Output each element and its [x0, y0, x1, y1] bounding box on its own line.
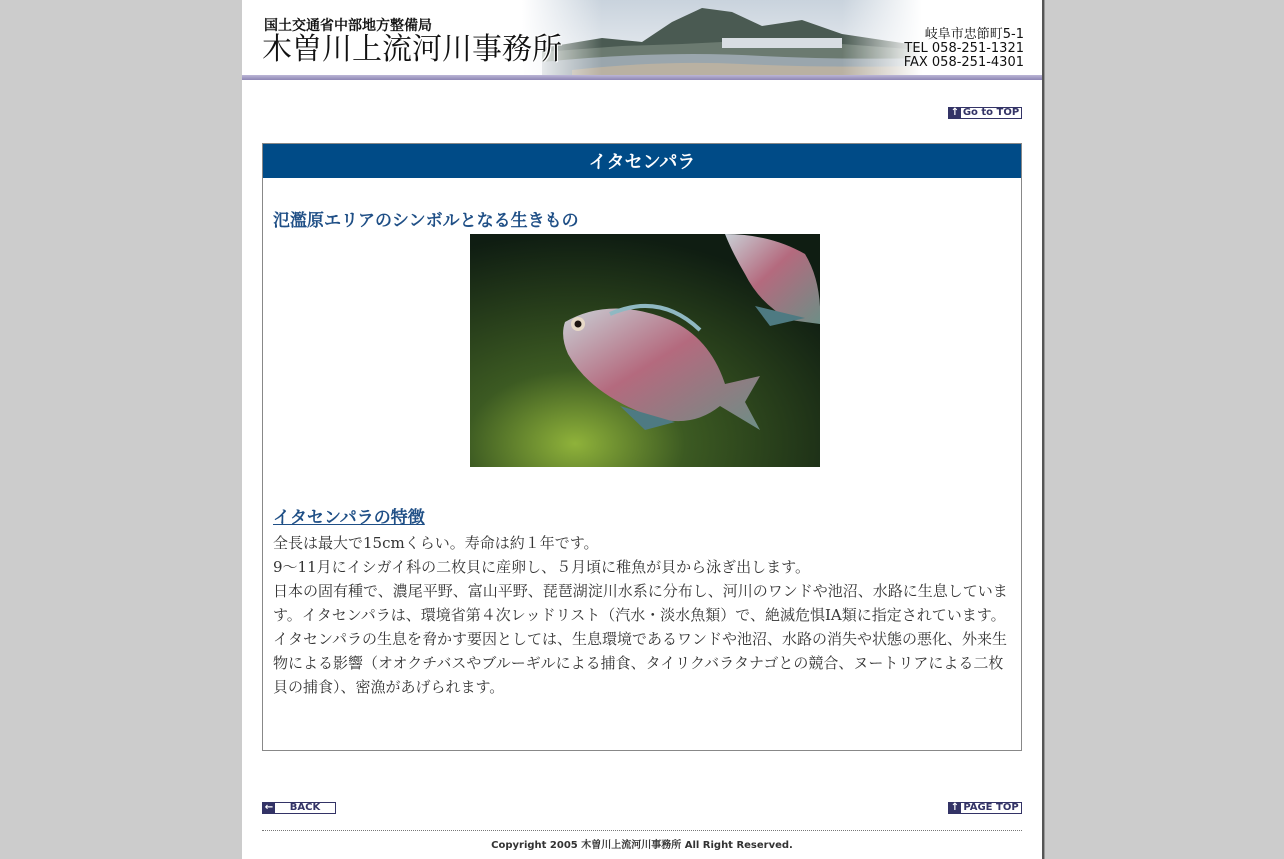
copyright-text: Copyright 2005 木曽川上流河川事務所 All Right Reserved.	[491, 840, 793, 851]
goto-top-button[interactable]	[948, 107, 1022, 119]
paragraph: 日本の固有種で、濃尾平野、富山平野、琵琶湖淀川水系に分布し、河川のワンドや池沼、水路に生息しています。イタセンパラは、環境省第４次レッドリスト（汽水・淡水魚類）で、絶滅危惧IA類に指定されています。	[273, 582, 1008, 624]
header-banner	[242, 0, 1042, 75]
itasenpara-fish-image	[470, 234, 820, 467]
page-container	[242, 0, 1042, 859]
fish-photo	[470, 234, 820, 467]
content-panel	[262, 143, 1022, 751]
paragraph: 全長は最大で15cmくらい。寿命は約１年です。	[273, 534, 599, 552]
contact-info	[904, 28, 1024, 70]
fax-text: FAX 058-251-4301	[903, 55, 1024, 70]
page-title: イタセンパラ	[263, 144, 1021, 178]
up-arrow-icon: ↑	[950, 802, 960, 813]
ministry-name: 国土交通省中部地方整備局	[264, 18, 432, 34]
description-text	[273, 531, 1011, 699]
page-top-label: PAGE TOP	[963, 802, 1019, 813]
footer-divider	[262, 830, 1022, 831]
address-text: 岐阜市忠節町5-1	[924, 27, 1024, 42]
office-name: 木曽川上流河川事務所	[262, 32, 562, 67]
up-arrow-icon: ↑	[950, 107, 960, 118]
goto-top-label: Go to TOP	[962, 107, 1020, 118]
left-arrow-icon: ←	[264, 802, 274, 813]
tel-text: TEL 058-251-1321	[904, 41, 1024, 56]
section-heading: 氾濫原エリアのシンボルとなる生きもの	[273, 211, 579, 231]
back-label: BACK	[289, 802, 321, 813]
paragraph: イタセンパラの生息を脅かす要因としては、生息環境であるワンドや池沼、水路の消失や状態の悪化、外来生物による影響（オオクチバスやブルーギルによる捕食、タイリクバラタナゴとの競合、ヌートリアによる二枚貝の捕食）、密漁があげられます。	[273, 630, 1007, 696]
page-top-button[interactable]	[948, 802, 1022, 814]
back-button[interactable]	[262, 802, 336, 814]
features-heading-link[interactable]: イタセンパラの特徴	[273, 508, 425, 528]
paragraph: 9～11月にイシガイ科の二枚貝に産卵し、５月頃に稚魚が貝から泳ぎ出します。	[273, 558, 810, 576]
header-bar	[242, 75, 1042, 80]
